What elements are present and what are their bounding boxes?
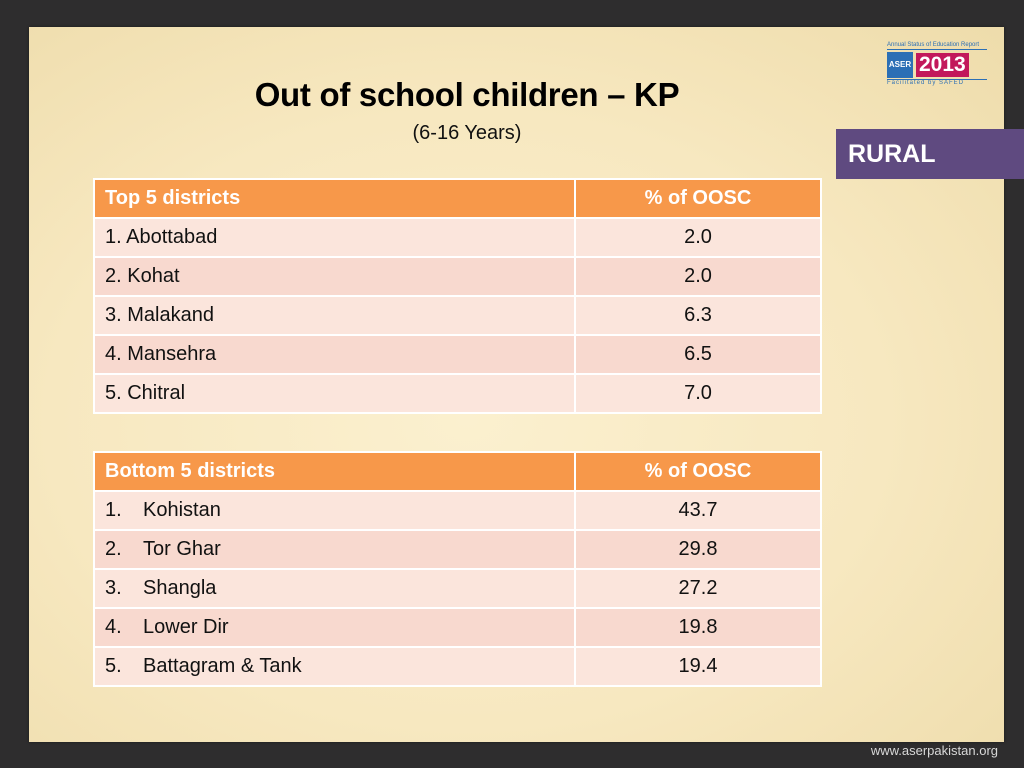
- district-cell: 3. Malakand: [94, 296, 575, 335]
- oosc-value-cell: 19.4: [575, 647, 821, 686]
- logo-year: 2013: [916, 53, 969, 77]
- slide-title: Out of school children – KP: [254, 76, 680, 113]
- rank-number: 4.: [105, 616, 122, 638]
- district-name: Battagram & Tank: [143, 655, 302, 677]
- district-name: Kohistan: [143, 499, 221, 521]
- column-header-district: Bottom 5 districts: [94, 452, 575, 491]
- oosc-value-cell: 43.7: [575, 491, 821, 530]
- district-cell: 4. Mansehra: [94, 335, 575, 374]
- slide-subtitle: (6-16 Years): [412, 122, 522, 144]
- district-cell: [94, 530, 575, 569]
- district-cell: [94, 491, 575, 530]
- table-row: [94, 335, 821, 374]
- table-row: [94, 218, 821, 257]
- table-header-row: [94, 179, 821, 218]
- oosc-value-cell: 27.2: [575, 569, 821, 608]
- district-name: Lower Dir: [143, 616, 229, 638]
- table-row: [94, 257, 821, 296]
- footer-url: www.aserpakistan.org: [870, 743, 998, 758]
- rank-number: 2.: [105, 538, 122, 560]
- column-header-oosc: % of OOSC: [575, 452, 821, 491]
- table-row: [94, 608, 821, 647]
- table-row: [94, 647, 821, 686]
- rank-number: 1.: [105, 499, 122, 521]
- column-header-oosc: % of OOSC: [575, 179, 821, 218]
- rank-number: 5.: [105, 655, 122, 677]
- district-cell: [94, 569, 575, 608]
- district-cell: 5. Chitral: [94, 374, 575, 413]
- table-row: [94, 296, 821, 335]
- top-districts-table: [93, 178, 822, 414]
- logo-brand: ASER: [887, 52, 913, 78]
- rank-number: 3.: [105, 577, 122, 599]
- table-row: [94, 491, 821, 530]
- oosc-value-cell: 2.0: [575, 218, 821, 257]
- aser-logo: [887, 42, 987, 88]
- bottom-districts-table: [93, 451, 822, 687]
- oosc-value-cell: 29.8: [575, 530, 821, 569]
- district-name: Shangla: [143, 577, 217, 599]
- district-cell: 1. Abottabad: [94, 218, 575, 257]
- table-row: [94, 569, 821, 608]
- district-cell: [94, 608, 575, 647]
- district-cell: [94, 647, 575, 686]
- rural-badge: RURAL: [836, 129, 1024, 179]
- table-row: [94, 374, 821, 413]
- table-row: [94, 530, 821, 569]
- district-cell: 2. Kohat: [94, 257, 575, 296]
- table-header-row: [94, 452, 821, 491]
- oosc-value-cell: 2.0: [575, 257, 821, 296]
- oosc-value-cell: 6.3: [575, 296, 821, 335]
- oosc-value-cell: 6.5: [575, 335, 821, 374]
- column-header-district: Top 5 districts: [94, 179, 575, 218]
- oosc-value-cell: 7.0: [575, 374, 821, 413]
- logo-facilitated: Facilitated by SAFED: [887, 79, 987, 86]
- oosc-value-cell: 19.8: [575, 608, 821, 647]
- logo-top-text: Annual Status of Education Report: [887, 42, 987, 50]
- district-name: Tor Ghar: [143, 538, 221, 560]
